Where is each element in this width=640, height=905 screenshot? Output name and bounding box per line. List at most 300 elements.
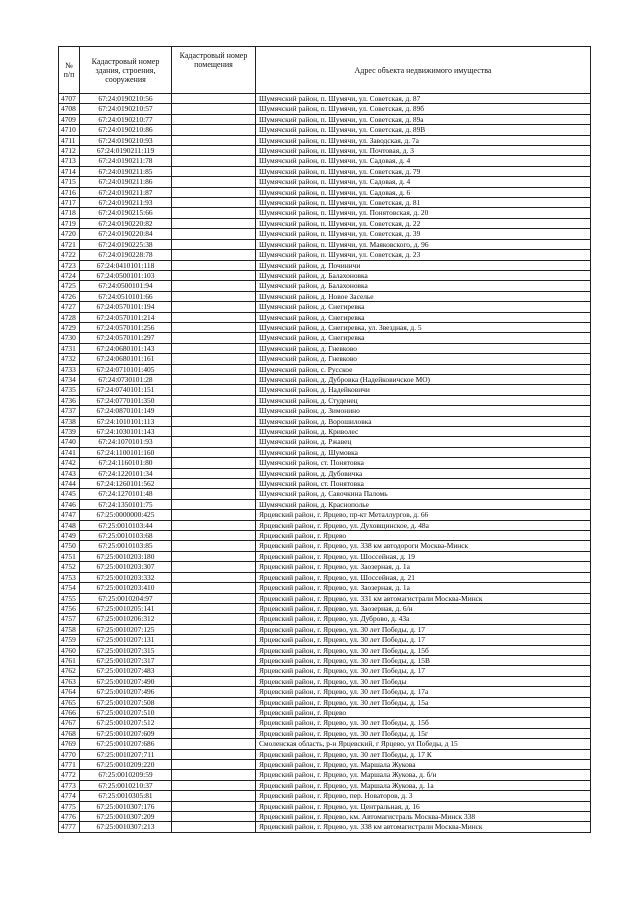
row-address: Шумячский район, д. Надейковичи [256,385,591,395]
row-address: Шумячский район, п. Шумячи, ул. Почтовая, д. 3 [256,146,591,156]
row-number: 4744 [59,479,80,489]
row-cadastral-building: 67:25:0010209:59 [80,770,172,780]
row-number: 4710 [59,125,80,135]
table-row [59,614,591,624]
row-address: Шумячский район, д. Студенец [256,395,591,405]
row-cadastral-building: 67:25:0010207:508 [80,697,172,707]
row-address: Шумячский район, д. Ржавец [256,437,591,447]
row-address: Ярцевский район, г. Ярцево, ул. Заозерная, д. 1а [256,562,591,572]
row-number: 4755 [59,593,80,603]
row-cadastral-room [172,166,256,176]
row-cadastral-room [172,437,256,447]
row-address: Ярцевский район, г. Ярцево, ул. 30 лет Победы, д. 17 [256,624,591,634]
row-address: Шумячский район, п. Шумячи, ул. Советская, д. 89б [256,104,591,114]
row-address: Шумячский район, д. Гневково [256,354,591,364]
row-cadastral-building: 67:24:0410101:118 [80,260,172,270]
table-row [59,291,591,301]
row-cadastral-room [172,812,256,822]
row-number: 4725 [59,281,80,291]
header-cadastral-room: Кадастровый номер помещения [172,47,256,94]
row-address: Шумячский район, п. Шумячи, ул. Советская, д. 39 [256,229,591,239]
table-row [59,655,591,665]
row-cadastral-room [172,520,256,530]
row-cadastral-room [172,114,256,124]
table-row [59,427,591,437]
row-address: Шумячский район, д. Шумовка [256,447,591,457]
table-row [59,218,591,228]
row-number: 4753 [59,572,80,582]
row-cadastral-room [172,177,256,187]
row-cadastral-room [172,447,256,457]
row-cadastral-room [172,208,256,218]
header-number: № п/п [59,47,80,94]
row-cadastral-building: 67:25:0010307:209 [80,812,172,822]
row-address: Ярцевский район, г. Ярцево, ул. Маршала Жукова, д. б/н [256,770,591,780]
row-cadastral-room [172,572,256,582]
row-address: Шумячский район, д. Дубровка (Надейковичское МО) [256,374,591,384]
row-number: 4716 [59,187,80,197]
row-address: Ярцевский район, г. Ярцево, ул. 30 лет Победы, д. 15а [256,697,591,707]
row-number: 4767 [59,718,80,728]
row-cadastral-building: 67:24:0770101:350 [80,395,172,405]
row-cadastral-building: 67:24:0570101:297 [80,333,172,343]
table-row [59,770,591,780]
row-cadastral-building: 67:24:0680101:161 [80,354,172,364]
row-number: 4777 [59,822,80,832]
row-cadastral-building: 67:24:0190220:84 [80,229,172,239]
row-number: 4766 [59,707,80,717]
row-number: 4724 [59,270,80,280]
row-number: 4761 [59,655,80,665]
table-row [59,94,591,104]
table-row [59,603,591,613]
row-address: Ярцевский район, г. Ярцево, ул. 331 км автомагистрали Москва-Минск [256,593,591,603]
row-cadastral-building: 67:24:0190211:93 [80,198,172,208]
row-address: Ярцевский район, г. Ярцево, ул. Духовщинское, д. 48а [256,520,591,530]
row-cadastral-building: 67:24:1100101:160 [80,447,172,457]
row-number: 4721 [59,239,80,249]
row-number: 4729 [59,322,80,332]
row-address: Шумячский район, д. Новое Заселье [256,291,591,301]
row-cadastral-building: 67:25:0010207:510 [80,707,172,717]
row-cadastral-building: 67:24:1260101:562 [80,479,172,489]
row-cadastral-room [172,333,256,343]
row-number: 4707 [59,94,80,104]
row-number: 4764 [59,687,80,697]
row-number: 4731 [59,343,80,353]
row-number: 4768 [59,728,80,738]
row-address: Ярцевский район, г. Ярцево, ул. Шоссейная, д. 19 [256,551,591,561]
row-address: Ярцевский район, г. Ярцево, ул. 30 лет Победы, д. 17 [256,635,591,645]
table-row [59,780,591,790]
row-number: 4762 [59,666,80,676]
table-row [59,406,591,416]
row-cadastral-room [172,707,256,717]
row-cadastral-building: 67:24:1270101:48 [80,489,172,499]
table-row [59,812,591,822]
row-address: Шумячский район, д. Ворошиловка [256,416,591,426]
row-cadastral-building: 67:25:0010209:220 [80,760,172,770]
table-row [59,250,591,260]
table-row [59,510,591,520]
row-cadastral-building: 67:25:0010207:125 [80,624,172,634]
row-cadastral-building: 67:24:1010101:113 [80,416,172,426]
table-row [59,239,591,249]
row-cadastral-room [172,791,256,801]
table-row [59,697,591,707]
row-cadastral-building: 67:24:1030101:143 [80,427,172,437]
row-cadastral-building: 67:25:0010207:686 [80,739,172,749]
row-cadastral-room [172,198,256,208]
row-address: Шумячский район, п. Шумячи, ул. Садовая, д. 4 [256,156,591,166]
table-row [59,531,591,541]
row-address: Шумячский район, д. Дубовичка [256,468,591,478]
row-cadastral-building: 67:25:0010203:410 [80,583,172,593]
table-row [59,458,591,468]
row-cadastral-room [172,302,256,312]
table-row [59,583,591,593]
row-cadastral-room [172,229,256,239]
row-cadastral-room [172,645,256,655]
row-cadastral-room [172,385,256,395]
row-number: 4709 [59,114,80,124]
table-row [59,312,591,322]
table-row [59,364,591,374]
row-cadastral-building: 67:24:0190228:78 [80,250,172,260]
row-address: Шумячский район, п. Шумячи, ул. Садовая, д. 6 [256,187,591,197]
table-row [59,374,591,384]
table-row [59,146,591,156]
row-number: 4742 [59,458,80,468]
row-address: Шумячский район, п. Шумячи, ул. Советская, д. 89В [256,125,591,135]
row-cadastral-building: 67:24:1220101:34 [80,468,172,478]
table-row [59,718,591,728]
row-cadastral-room [172,510,256,520]
row-address: Шумячский район, ст. Понятовка [256,479,591,489]
table-row [59,593,591,603]
row-cadastral-room [172,343,256,353]
row-address: Смоленская область, р-н Ярцевский, г Ярцево, ул Победы, д 15 [256,739,591,749]
row-cadastral-building: 67:24:0870101:149 [80,406,172,416]
row-cadastral-building: 67:25:0010207:317 [80,655,172,665]
row-address: Ярцевский район, г. Ярцево, ул. Заозерная, д. 6/н [256,603,591,613]
row-cadastral-room [172,270,256,280]
row-number: 4774 [59,791,80,801]
table-row [59,749,591,759]
row-cadastral-building: 67:24:0190211:119 [80,146,172,156]
row-cadastral-building: 67:25:0010207:490 [80,676,172,686]
row-cadastral-building: 67:25:0010207:483 [80,666,172,676]
row-number: 4772 [59,770,80,780]
row-number: 4751 [59,551,80,561]
row-address: Шумячский район, п. Шумячи, ул. Понятовская, д. 20 [256,208,591,218]
row-address: Ярцевский район, г. Ярцево, ул. 30 лет Победы, д. 15б [256,718,591,728]
row-cadastral-building: 67:24:0570101:256 [80,322,172,332]
row-address: Шумячский район, п. Шумячи, ул. Маяковского, д. 96 [256,239,591,249]
table-row [59,437,591,447]
row-address: Ярцевский район, г. Ярцево, ул. Маршала Жукова [256,760,591,770]
row-cadastral-room [172,312,256,322]
row-address: Ярцевский район, г. Ярцево, ул. 30 лет Победы [256,676,591,686]
row-cadastral-room [172,822,256,832]
row-cadastral-room [172,760,256,770]
row-number: 4726 [59,291,80,301]
row-number: 4708 [59,104,80,114]
row-cadastral-room [172,364,256,374]
row-address: Шумячский район, д. Починичи [256,260,591,270]
row-number: 4750 [59,541,80,551]
row-address: Ярцевский район, г. Ярцево, ул. 30 лет Победы, д. 15б [256,645,591,655]
row-cadastral-room [172,551,256,561]
row-number: 4746 [59,499,80,509]
table-row [59,489,591,499]
table-header-row [59,47,591,94]
row-address: Шумячский район, д. Гневково [256,343,591,353]
row-cadastral-building: 67:24:0190211:85 [80,166,172,176]
row-cadastral-room [172,322,256,332]
table-row [59,739,591,749]
row-address: Шумячский район, д. Снегиревка [256,312,591,322]
table-row [59,479,591,489]
row-cadastral-building: 67:25:0010203:180 [80,551,172,561]
row-cadastral-building: 67:25:0000000:425 [80,510,172,520]
row-cadastral-building: 67:25:0010207:131 [80,635,172,645]
row-number: 4719 [59,218,80,228]
row-number: 4720 [59,229,80,239]
table-row [59,333,591,343]
row-cadastral-building: 67:25:0010307:213 [80,822,172,832]
row-cadastral-room [172,427,256,437]
row-address: Шумячский район, д. Савочкина Паломь [256,489,591,499]
row-cadastral-room [172,125,256,135]
table-row [59,760,591,770]
row-cadastral-room [172,479,256,489]
row-number: 4747 [59,510,80,520]
table-row [59,728,591,738]
row-number: 4735 [59,385,80,395]
row-cadastral-room [172,468,256,478]
row-cadastral-room [172,156,256,166]
row-cadastral-building: 67:24:0740101:151 [80,385,172,395]
row-cadastral-building: 67:25:0010103:44 [80,520,172,530]
row-address: Шумячский район, д. Снегиревка, ул. Звездная, д. 5 [256,322,591,332]
property-register-table [58,46,591,833]
row-number: 4745 [59,489,80,499]
row-cadastral-building: 67:24:0190215:66 [80,208,172,218]
row-address: Шумячский район, п. Шумячи, ул. Советская, д. 79 [256,166,591,176]
table-row [59,572,591,582]
row-number: 4739 [59,427,80,437]
row-number: 4738 [59,416,80,426]
table-row [59,187,591,197]
row-cadastral-building: 67:25:0010307:176 [80,801,172,811]
row-cadastral-room [172,801,256,811]
table-row [59,666,591,676]
table-row [59,354,591,364]
table-row [59,635,591,645]
row-address: Шумячский район, д. Криволес [256,427,591,437]
table-row [59,166,591,176]
row-cadastral-room [172,458,256,468]
row-cadastral-room [172,395,256,405]
table-row [59,791,591,801]
row-number: 4715 [59,177,80,187]
row-address: Шумячский район, п. Шумячи, ул. Заводская, д. 7а [256,135,591,145]
row-address: Ярцевский район, г. Ярцево, ул. Шоссейная, д. 21 [256,572,591,582]
row-cadastral-room [172,624,256,634]
row-cadastral-room [172,146,256,156]
row-number: 4730 [59,333,80,343]
row-address: Шумячский район, д. Балахоновка [256,270,591,280]
row-cadastral-building: 67:24:0730101:28 [80,374,172,384]
row-address: Ярцевский район, г. Ярцево, ул. Дуброво, д. 43а [256,614,591,624]
row-number: 4740 [59,437,80,447]
row-number: 4734 [59,374,80,384]
table-row [59,302,591,312]
table-body [59,94,591,833]
table-row [59,260,591,270]
row-number: 4756 [59,603,80,613]
row-cadastral-building: 67:24:0190211:78 [80,156,172,166]
row-number: 4732 [59,354,80,364]
row-cadastral-building: 67:25:0010210:37 [80,780,172,790]
row-cadastral-building: 67:24:0190211:86 [80,177,172,187]
row-number: 4758 [59,624,80,634]
table-row [59,229,591,239]
row-cadastral-building: 67:24:0190210:77 [80,114,172,124]
row-cadastral-room [172,291,256,301]
row-number: 4760 [59,645,80,655]
row-address: Шумячский район, д. Краснополье [256,499,591,509]
row-number: 4713 [59,156,80,166]
row-cadastral-room [172,728,256,738]
header-cadastral-building: Кадастровый номер здания, строения, сооружения [80,47,172,94]
table-row [59,801,591,811]
row-address: Шумячский район, д. Балахоновка [256,281,591,291]
row-cadastral-building: 67:24:1070101:93 [80,437,172,447]
row-cadastral-building: 67:25:0010204:97 [80,593,172,603]
row-number: 4757 [59,614,80,624]
row-cadastral-room [172,416,256,426]
row-cadastral-building: 67:24:0190210:56 [80,94,172,104]
row-cadastral-room [172,635,256,645]
row-number: 4723 [59,260,80,270]
row-cadastral-room [172,676,256,686]
row-number: 4717 [59,198,80,208]
table-row [59,562,591,572]
row-cadastral-building: 67:25:0010203:307 [80,562,172,572]
row-number: 4737 [59,406,80,416]
row-cadastral-building: 67:24:0190210:86 [80,125,172,135]
row-cadastral-room [172,354,256,364]
row-cadastral-building: 67:24:0500101:103 [80,270,172,280]
row-cadastral-room [172,499,256,509]
table-row [59,624,591,634]
row-cadastral-building: 67:25:0010205:141 [80,603,172,613]
row-cadastral-room [172,374,256,384]
row-cadastral-room [172,541,256,551]
row-cadastral-room [172,770,256,780]
table-row [59,551,591,561]
table-row [59,135,591,145]
row-address: Ярцевский район, г. Ярцево, ул. 30 лет Победы, д. 17 [256,666,591,676]
row-address: Ярцевский район, г. Ярцево, ул. Заозерная, д. 1а [256,583,591,593]
row-address: Шумячский район, п. Шумячи, ул. Советская, д. 81 [256,198,591,208]
row-cadastral-room [172,489,256,499]
table-row [59,322,591,332]
row-cadastral-building: 67:24:0190220:82 [80,218,172,228]
table-row [59,416,591,426]
table-row [59,676,591,686]
row-cadastral-building: 67:25:0010207:496 [80,687,172,697]
row-number: 4749 [59,531,80,541]
row-address: Ярцевский район, г. Ярцево, ул. 338 км автодороги Москва-Минск [256,541,591,551]
row-number: 4765 [59,697,80,707]
row-cadastral-room [172,718,256,728]
row-address: Шумячский район, с. Русское [256,364,591,374]
row-cadastral-building: 67:25:0010207:711 [80,749,172,759]
table-row [59,281,591,291]
table-row [59,645,591,655]
table-row [59,822,591,832]
table-row [59,270,591,280]
row-cadastral-room [172,749,256,759]
row-number: 4722 [59,250,80,260]
row-cadastral-building: 67:24:0500101:94 [80,281,172,291]
table-row [59,499,591,509]
row-cadastral-room [172,218,256,228]
row-address: Шумячский район, д. Зимонино [256,406,591,416]
row-cadastral-room [172,593,256,603]
header-address: Адрес объекта недвижимого имущества [256,47,591,94]
row-number: 4728 [59,312,80,322]
row-address: Шумячский район, д. Снегиревка [256,302,591,312]
row-cadastral-building: 67:25:0010207:315 [80,645,172,655]
row-cadastral-building: 67:25:0010203:332 [80,572,172,582]
row-address: Шумячский район, п. Шумячи, ул. Советская, д. 22 [256,218,591,228]
row-number: 4775 [59,801,80,811]
row-cadastral-building: 67:24:1350101:75 [80,499,172,509]
table-row [59,520,591,530]
row-cadastral-room [172,135,256,145]
row-cadastral-room [172,187,256,197]
row-cadastral-room [172,687,256,697]
row-cadastral-building: 67:24:0680101:143 [80,343,172,353]
row-cadastral-room [172,94,256,104]
row-cadastral-building: 67:25:0010103:68 [80,531,172,541]
row-cadastral-building: 67:25:0010207:609 [80,728,172,738]
row-address: Ярцевский район, г. Ярцево [256,707,591,717]
table-row [59,468,591,478]
table-row [59,707,591,717]
row-number: 4748 [59,520,80,530]
row-number: 4752 [59,562,80,572]
row-cadastral-room [172,562,256,572]
table-row [59,541,591,551]
row-number: 4776 [59,812,80,822]
row-cadastral-building: 67:24:1160101:80 [80,458,172,468]
row-number: 4743 [59,468,80,478]
row-number: 4727 [59,302,80,312]
row-address: Ярцевский район, г. Ярцево, км. Автомагистраль Москва-Минск 338 [256,812,591,822]
row-cadastral-room [172,614,256,624]
row-cadastral-room [172,583,256,593]
table-row [59,395,591,405]
row-address: Ярцевский район, г. Ярцево, ул. Маршала Жукова, д. 1а [256,780,591,790]
row-number: 4771 [59,760,80,770]
row-cadastral-building: 67:24:0710101:405 [80,364,172,374]
row-address: Шумячский район, п. Шумячи, ул. Садовая, д. 4 [256,177,591,187]
